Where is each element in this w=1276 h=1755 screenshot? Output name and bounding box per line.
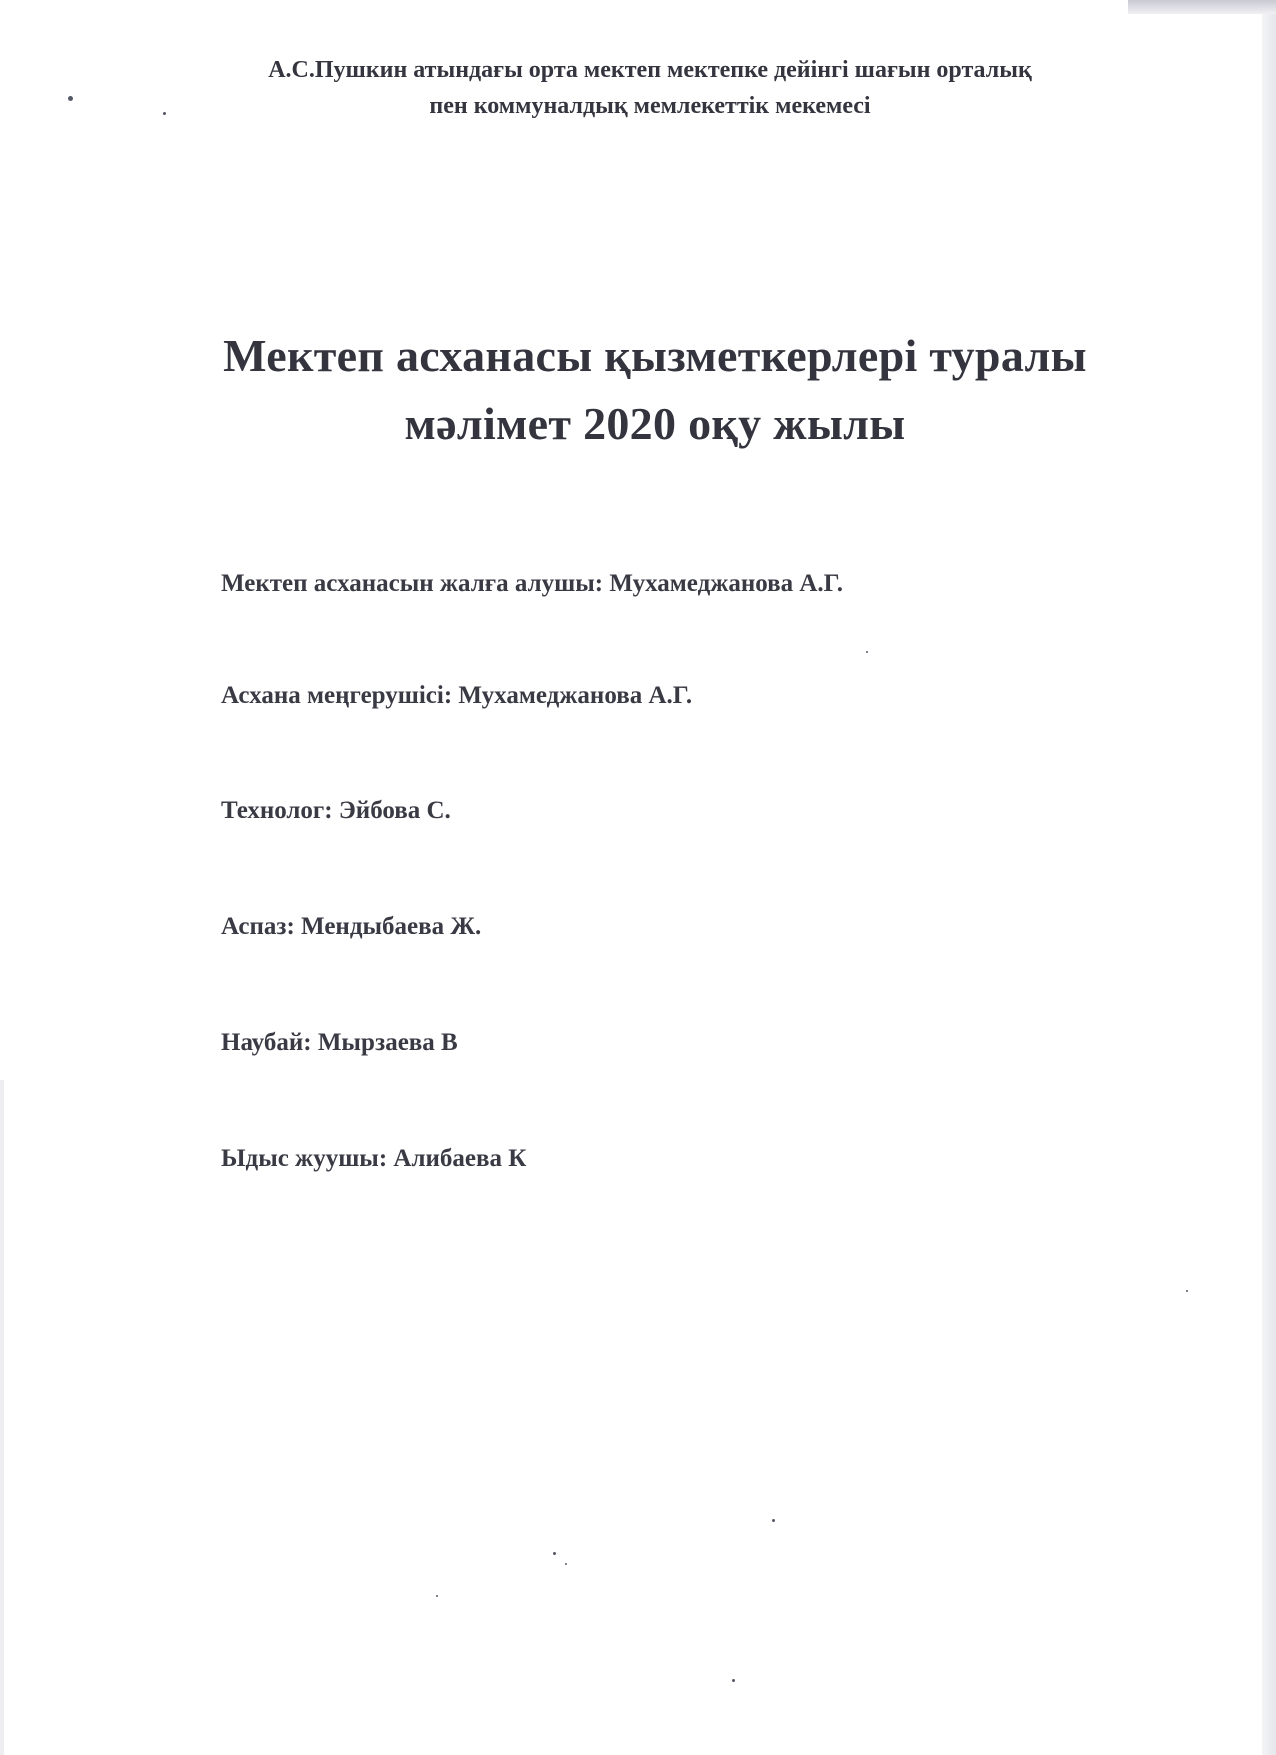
scan-edge-top bbox=[1128, 0, 1276, 14]
document-title bbox=[130, 322, 1180, 458]
staff-item-tenant: Мектеп асханасын жалға алушы: Мухамеджанова А.Г. bbox=[221, 570, 844, 597]
scan-edge-right bbox=[1262, 0, 1276, 1755]
title-line-1: Мектеп асханасы қызметкерлері туралы bbox=[223, 330, 1087, 381]
scan-speck bbox=[732, 1679, 735, 1682]
header-line-1: А.С.Пушкин атындағы орта мектеп мектепке дейінгі шағын орталық bbox=[268, 57, 1032, 83]
header-line-2: пен коммуналдық мемлекеттік мекемесі bbox=[429, 93, 871, 119]
scan-edge-left bbox=[0, 1080, 4, 1755]
scan-speck bbox=[68, 96, 73, 101]
staff-item-baker: Наубай: Мырзаева В bbox=[221, 1029, 458, 1056]
title-line-2: мәлімет 2020 оқу жылы bbox=[404, 398, 906, 449]
staff-item-dishwasher: Ыдыс жуушы: Алибаева К bbox=[221, 1145, 527, 1172]
scan-speck bbox=[553, 1552, 556, 1555]
scan-speck bbox=[866, 651, 868, 653]
staff-item-cook: Аспаз: Мендыбаева Ж. bbox=[221, 913, 482, 940]
staff-item-technologist: Технолог: Эйбова С. bbox=[221, 797, 451, 824]
institution-header bbox=[150, 52, 1150, 124]
staff-item-manager: Асхана меңгерушісі: Мухамеджанова А.Г. bbox=[221, 682, 693, 709]
scan-speck bbox=[163, 112, 166, 115]
scan-speck bbox=[1186, 1290, 1188, 1292]
scan-speck bbox=[565, 1563, 567, 1565]
scan-speck bbox=[436, 1595, 438, 1597]
scan-speck bbox=[772, 1519, 775, 1522]
